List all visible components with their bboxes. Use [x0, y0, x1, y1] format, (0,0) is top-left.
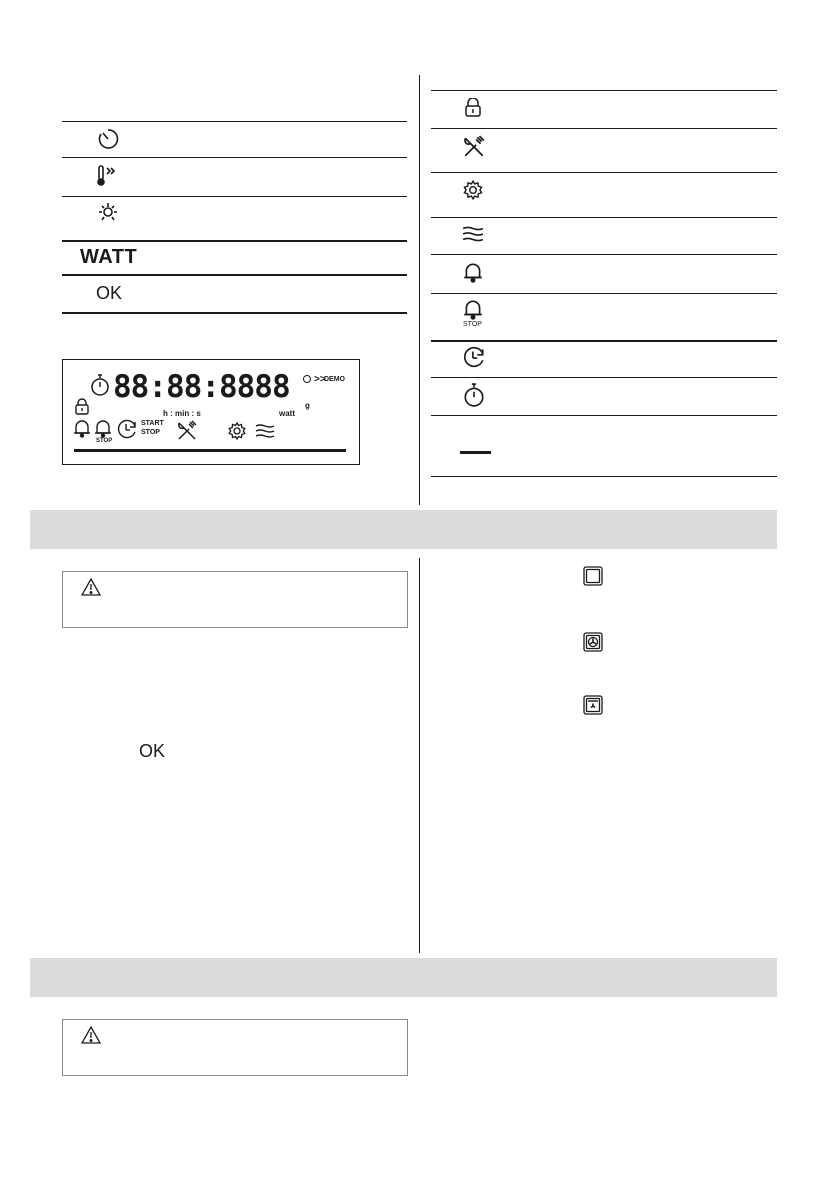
ok-label: OK	[96, 283, 123, 303]
bell-icon	[463, 261, 483, 283]
end-time-icon	[462, 345, 486, 369]
stop-label: STOP	[141, 429, 160, 436]
bell-stop-label: STOP	[96, 438, 113, 444]
pizza-function-icon	[583, 695, 603, 715]
start-label: START	[141, 420, 164, 427]
gear-icon	[227, 421, 247, 441]
table-divider	[431, 476, 777, 477]
conventional-cooking-icon	[583, 566, 603, 586]
lamp-icon	[96, 201, 120, 225]
table-divider	[62, 240, 407, 242]
table-divider	[431, 90, 777, 91]
table-divider	[62, 312, 407, 314]
end-time-icon	[116, 418, 138, 440]
time-format-label: h : min : s	[163, 409, 201, 418]
degree-symbol	[303, 375, 311, 383]
table-divider	[431, 340, 777, 342]
stopwatch-icon	[463, 383, 485, 407]
display-illustration	[62, 359, 360, 465]
warning-box	[62, 571, 408, 628]
display-digits: 88:88:8888	[113, 369, 290, 405]
bell-stop-label: STOP	[463, 321, 482, 328]
steam-icon	[255, 423, 275, 439]
table-divider	[62, 121, 407, 122]
bell-icon	[73, 418, 91, 438]
lock-icon	[464, 98, 482, 118]
lock-icon	[74, 398, 90, 416]
table-divider	[431, 254, 777, 255]
gram-unit-label: g	[305, 401, 310, 410]
demo-label: DEMO	[324, 376, 345, 383]
section-header-band	[30, 510, 777, 549]
warning-icon	[81, 1026, 101, 1044]
watt-unit-label: watt	[279, 409, 295, 418]
column-divider	[419, 558, 420, 953]
progress-bar	[74, 449, 346, 452]
timer-icon	[97, 128, 119, 150]
fork-knife-icon	[462, 135, 486, 159]
steam-icon	[462, 225, 484, 243]
table-divider	[431, 293, 777, 294]
watt-label: WATT	[80, 246, 138, 268]
gear-icon	[462, 179, 484, 201]
table-divider	[431, 415, 777, 416]
warning-icon	[81, 578, 101, 596]
section-header-band	[30, 958, 777, 997]
ok-inline-label: OK	[139, 741, 166, 761]
bell-stop-icon	[94, 418, 112, 438]
fork-knife-icon	[176, 420, 198, 442]
table-divider	[62, 274, 407, 276]
true-fan-cooking-icon	[583, 632, 603, 652]
column-divider	[419, 75, 420, 505]
stopwatch-icon	[90, 374, 110, 396]
table-divider	[431, 217, 777, 218]
warning-box	[62, 1019, 408, 1076]
table-divider	[431, 172, 777, 173]
table-divider	[62, 157, 407, 158]
fast-heat-up-icon	[96, 164, 120, 188]
table-divider	[431, 128, 777, 129]
heat-arrows-icon: >>	[314, 374, 326, 385]
table-divider	[431, 377, 777, 378]
progress-bar-icon	[460, 451, 491, 454]
table-divider	[62, 196, 407, 197]
bell-stop-icon	[463, 298, 483, 320]
